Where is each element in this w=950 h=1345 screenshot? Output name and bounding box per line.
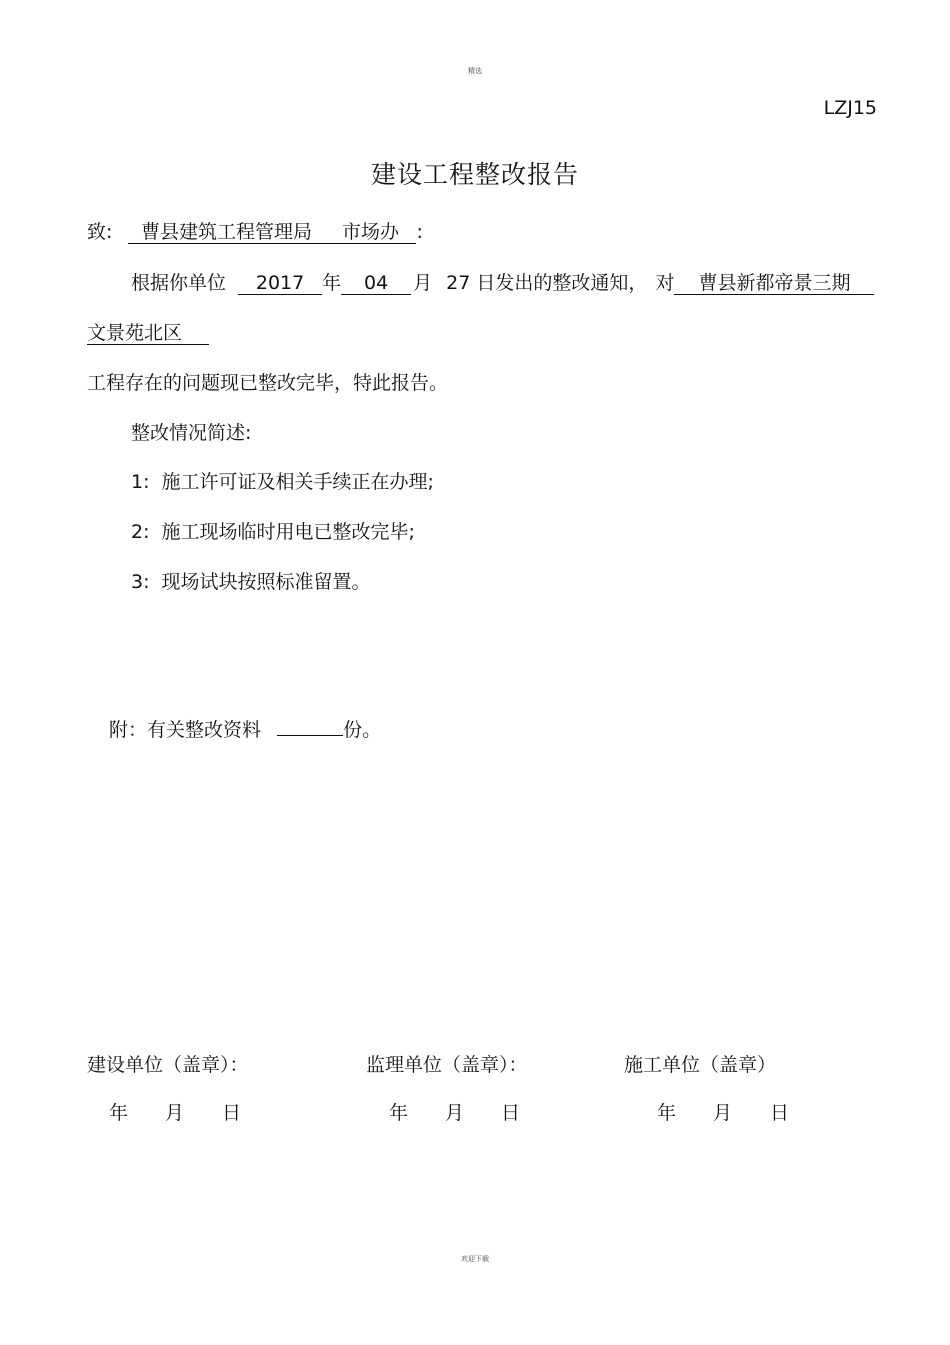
page-title: 建设工程整改报告 <box>370 160 579 189</box>
attachment-count <box>277 735 343 736</box>
summary-item <box>131 469 434 495</box>
notice-month: 04 <box>341 272 411 295</box>
notice-month-unit: 月 <box>413 272 433 294</box>
summary-item-text: 施工许可证及相关手续正在办理; <box>161 471 434 493</box>
signature-date-year: 年 <box>389 1102 409 1124</box>
footer-watermark: 欢迎下载 <box>461 1255 489 1263</box>
notice-day: 27 <box>446 272 471 294</box>
summary-item-text: 现场试块按照标准留置。 <box>161 571 371 593</box>
signature-date-day: 日 <box>501 1102 521 1124</box>
notice-line-2 <box>87 320 209 346</box>
signature-supervision-label: 监理单位（盖章）： <box>366 1054 528 1076</box>
signature-date-month: 月 <box>445 1102 465 1124</box>
addressee-line <box>87 219 423 245</box>
attachment-label: 附：有关整改资料 <box>109 719 262 741</box>
notice-rest: 日发出的整改通知， <box>476 272 648 294</box>
form-code: LZJ15 <box>823 97 877 119</box>
summary-item <box>131 569 371 595</box>
notice-project-1: 曹县新都帝景三期 <box>674 272 874 295</box>
attachment-line <box>109 717 381 743</box>
addressee-prefix: 致: <box>87 221 113 243</box>
signature-date-day: 日 <box>222 1102 242 1124</box>
signature-date-year: 年 <box>657 1102 677 1124</box>
signature-date-year: 年 <box>109 1102 129 1124</box>
attachment-unit: 份。 <box>343 719 382 741</box>
summary-item-num: 2: <box>131 521 150 543</box>
addressee-org: 曹县建筑工程管理局 <box>128 221 324 244</box>
notice-year-unit: 年 <box>322 272 342 294</box>
signature-date-day: 日 <box>770 1102 790 1124</box>
signature-construction-label: 建设单位（盖章）： <box>87 1054 249 1076</box>
summary-item <box>131 519 415 545</box>
notice-line-1 <box>131 270 874 296</box>
addressee-dept: 市场办 <box>324 221 416 244</box>
notice-project-2: 文景苑北区 <box>87 322 209 345</box>
signature-contractor-label: 施工单位（盖章） <box>624 1054 777 1076</box>
notice-closing: 工程存在的问题现已整改完毕，特此报告。 <box>87 372 449 394</box>
header-watermark: 精选 <box>468 67 482 75</box>
summary-heading: 整改情况简述: <box>131 422 252 444</box>
notice-to: 对 <box>655 272 675 294</box>
summary-item-num: 1: <box>131 471 150 493</box>
summary-item-num: 3: <box>131 571 150 593</box>
addressee-suffix: : <box>416 221 423 243</box>
summary-item-text: 施工现场临时用电已整改完毕; <box>161 521 415 543</box>
signature-date-month: 月 <box>165 1102 185 1124</box>
signature-date-month: 月 <box>713 1102 733 1124</box>
notice-year: 2017 <box>238 272 322 295</box>
notice-lead: 根据你单位 <box>131 272 227 294</box>
